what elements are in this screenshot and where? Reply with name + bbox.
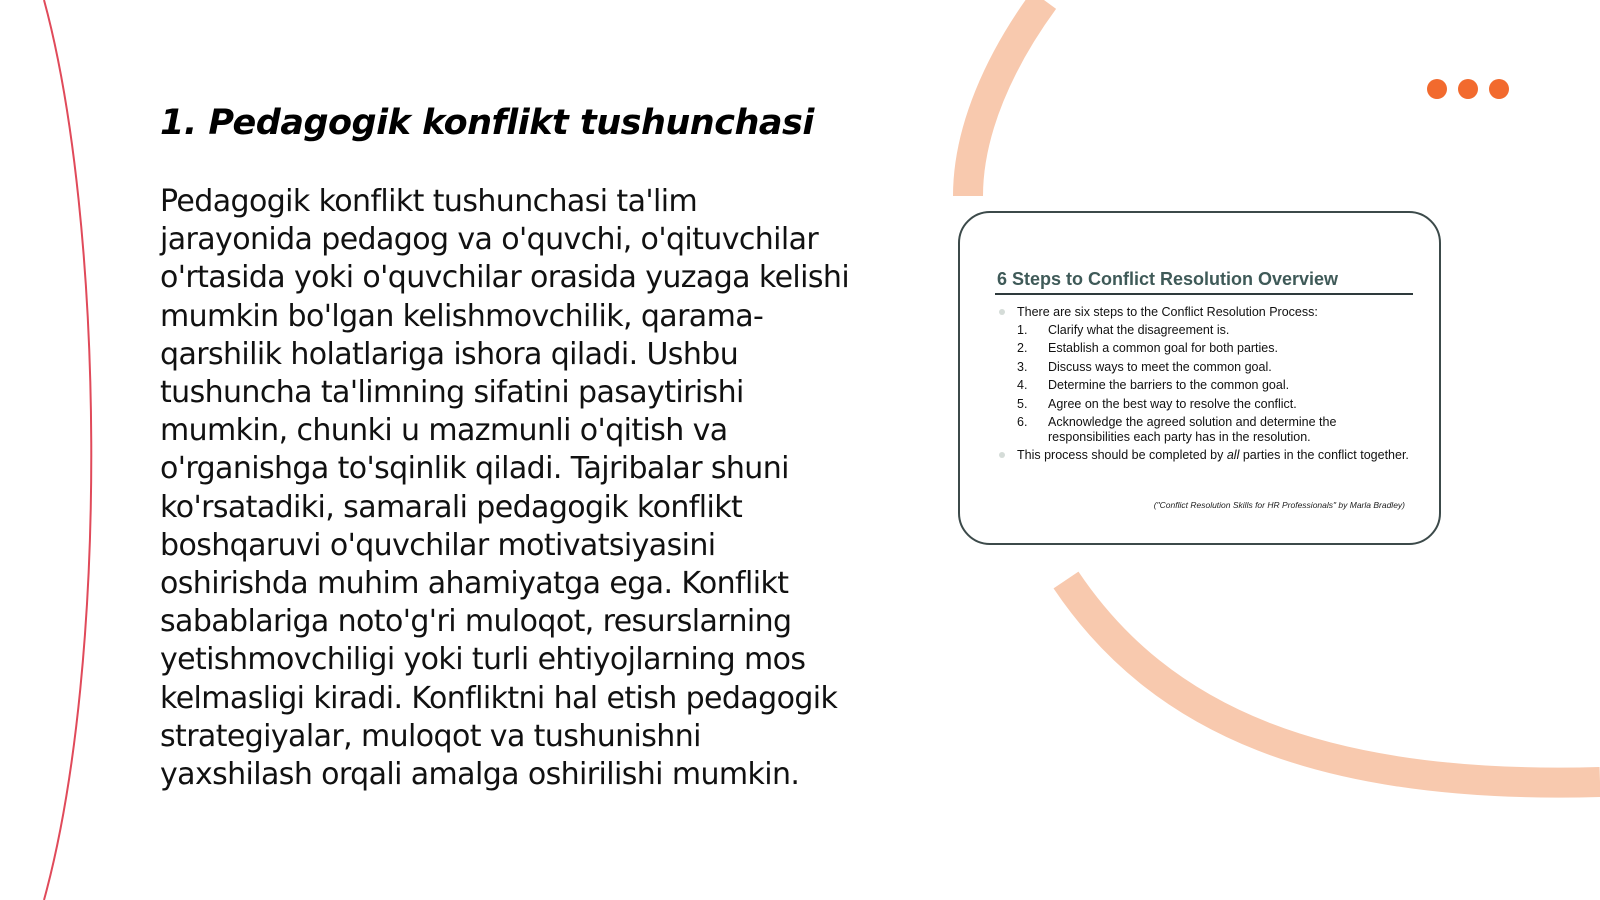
- slide-body-text: Pedagogik konflikt tushunchasi ta'lim jarayonida pedagog va o'quvchi, o'qituvchilar o'rtasida yoki o'quvchilar orasida yuzaga kelishi mumkin bo'lgan kelishmovchilik, qarama-qarshilik holatlariga ishora qiladi. Ushbu tushuncha ta'limning sifatini pasaytirishi mumkin, chunki u mazmunli o'qitish va o'rganishga to'sqinlik qiladi. Tajribalar shuni ko'rsatadiki, samarali pedagogik konflikt boshqaruvi o'quvchilar motivatsiyasini oshirishda muhim ahamiyatga ega. Konflikt sabablariga noto'g'ri muloqot, resurslarning yetishmovchiligi yoki turli ehtiyojlarning mos kelmasligi kiradi. Konfliktni hal etish pedagogik strategiyalar, muloqot va tushunishni yaxshilash orqali amalga oshirilishi mumkin.: [160, 184, 850, 793]
- step-item: [997, 397, 1417, 412]
- step-number: 2.: [1017, 341, 1028, 356]
- step-item: [997, 341, 1417, 356]
- conflict-steps-image: [958, 211, 1441, 545]
- card-intro-text: There are six steps to the Conflict Resolution Process:: [1017, 305, 1318, 319]
- step-number: 1.: [1017, 323, 1028, 337]
- steps-list: [997, 323, 1417, 445]
- card-intro: [997, 305, 1417, 320]
- bullet-icon: [999, 452, 1005, 458]
- dot-icon: [1427, 79, 1447, 99]
- step-number: 3.: [1017, 359, 1028, 374]
- card-title: 6 Steps to Conflict Resolution Overview: [997, 269, 1339, 289]
- closing-text-end: parties in the conflict together.: [1239, 448, 1409, 463]
- step-item: [997, 360, 1417, 375]
- bullet-icon: [999, 309, 1005, 315]
- arc-decoration: [968, 0, 1044, 196]
- card-divider: [995, 293, 1413, 295]
- step-item: [997, 378, 1417, 393]
- step-text: Establish a common goal for both parties.: [1048, 341, 1278, 356]
- step-text: Agree on the best way to resolve the conflict.: [1048, 396, 1297, 411]
- step-number: 4.: [1017, 378, 1028, 393]
- step-number: 6.: [1017, 414, 1028, 429]
- card-source-citation: ("Conflict Resolution Skills for HR Professionals" by Marla Bradley): [1153, 500, 1405, 510]
- step-number: 5.: [1017, 396, 1028, 411]
- arc-decoration-lower: [1066, 580, 1600, 783]
- dot-icon: [1489, 79, 1509, 99]
- dots-decoration: [1427, 79, 1509, 99]
- card-content: [997, 305, 1417, 463]
- step-item: [997, 415, 1417, 445]
- step-text: Acknowledge the agreed solution and determine the responsibilities each party has in the resolution.: [1048, 414, 1337, 444]
- closing-emphasis: all: [1226, 448, 1240, 463]
- card-closing: [997, 448, 1417, 463]
- step-item: [997, 323, 1417, 338]
- left-curve-decoration: [44, 0, 91, 900]
- step-text: Determine the barriers to the common goal.: [1048, 378, 1290, 393]
- step-text: Clarify what the disagreement is.: [1048, 323, 1230, 337]
- closing-text-start: This process should be completed by: [1017, 448, 1227, 463]
- slide-title: 1. Pedagogik konflikt tushunchasi: [160, 103, 814, 143]
- dot-icon: [1458, 79, 1478, 99]
- step-text: Discuss ways to meet the common goal.: [1048, 359, 1272, 374]
